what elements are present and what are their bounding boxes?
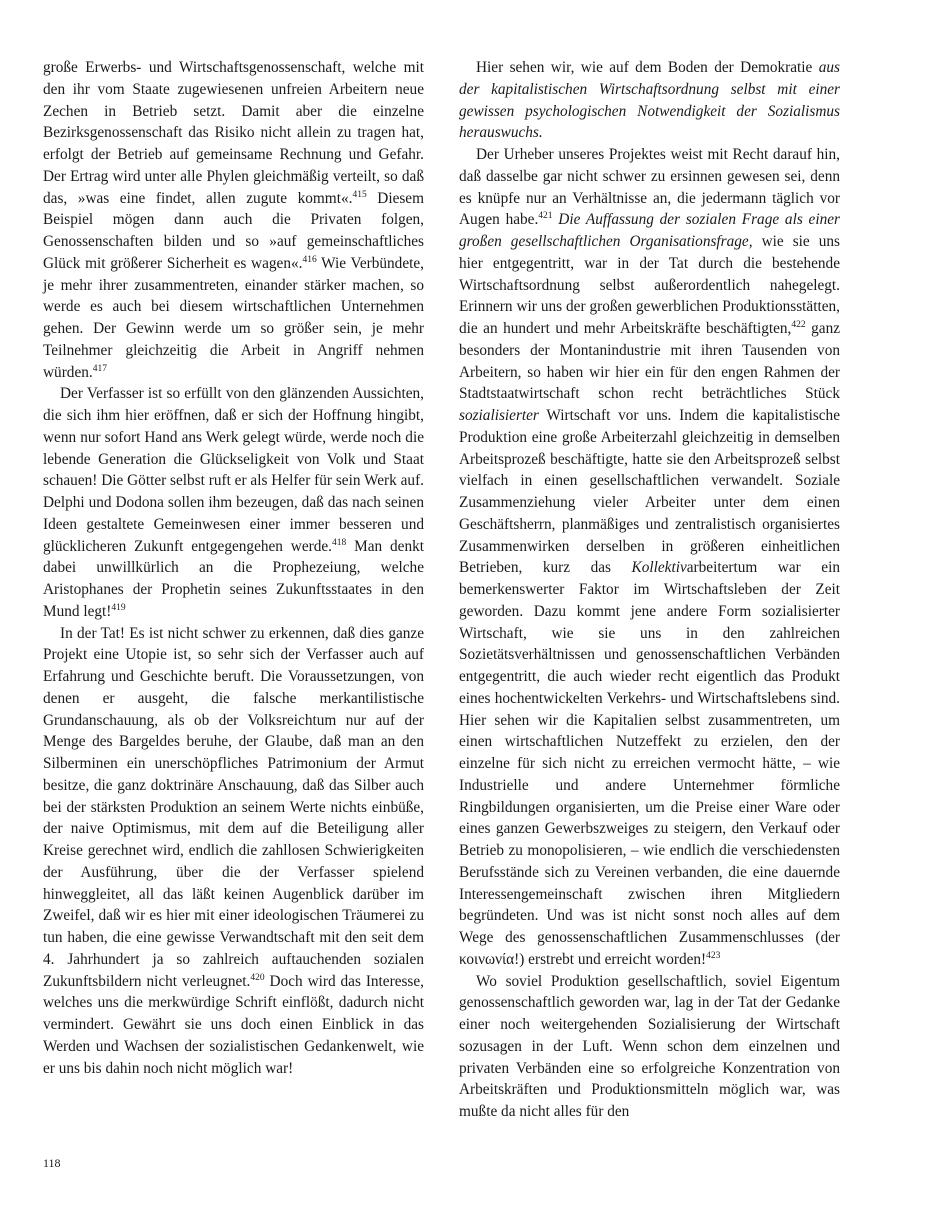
text-run: Wie Verbündete, je mehr ihrer zusammentreten, einander stärker machen, so werde es auch bei diesem wirtschaftlichen Unternehmen gehen. Der Gewinn werde um so größer sein, je mehr Teilnehmer gleichzeitig die Arbeit in Angriff nehmen würden. [43,254,424,381]
emphasized-text: aus der kapitalistischen Wirtschaftsordnung selbst mit einer gewissen psychologischen Notwendigkeit der Sozialismus herauswuchs. [459,59,840,142]
text-run: Doch wird das Interesse, welches uns die merkwürdige Schrift einflößt, dadurch nicht vermindert. Gewährt sie uns doch einen Einblick in das Werden und Wachsen der sozialistischen Gedankenwelt, wie er uns bis dahin noch nicht möglich war! [43,972,424,1077]
paragraph [43,57,424,383]
text-run: Diesem Beispiel mögen dann auch die Privaten folgen, Genossenschaften bilden und so »auf gemeinschaftliches Glück mit größerer Sicherheit es wagen«. [43,189,424,272]
right-text-column [459,57,840,1123]
footnote-reference: 422 [791,320,806,330]
left-text-column [43,57,424,1079]
text-run: wie sie uns hier entgegentritt, war in der Tat durch die bestehende Wirtschaftsordnung selbst außerordentlich nahegelegt. Erinnern wir uns der großen gewerblichen Produktionsstätten, die an hundert und mehr Arbeitskräfte beschäftigten, [459,233,840,337]
paragraph [43,383,424,622]
text-run: In der Tat! Es ist nicht schwer zu erkennen, daß dies ganze Projekt eine Utopie ist, so sehr sich der Verfasser auch auf Erfahrung und Geschichte beruft. Die Voraussetzungen, von denen er ausgeht, die falsche merkantilistische Grundanschauung, als ob der Volksreichtum nur auf der Menge des Bargeldes beruhe, der Glaube, daß man an den Silberminen ein unerschöpfliches Patrimonium der Armut besitze, die ganz doktrinäre Anschauung, daß das Silber auch bei der stärksten Produktion an seinem Werte nichts einbüße, der naive Optimismus, mit dem auf die Beteiligung aller Kreise gerechnet wird, endlich die zahllosen Schwierigkeiten der Ausführung, über die der Verfasser spielend hinweggleitet, all das läßt keinen Augenblick darüber im Zweifel, daß wir es hier mit einer ideologischen Träumerei zu tun haben, die eine gewisse Verwandtschaft mit den seit dem 4. Jahrhundert ja so zahlreich auftauchenden sozialen Zukunftsbildern nicht verleugnet. [43,624,424,990]
footnote-reference: 419 [111,602,126,613]
text-run: Der Verfasser ist so erfüllt von den glänzenden Aussichten, die sich ihm hier eröffnen, daß er sich der Hoffnung hingibt, wenn nur sofort Hand ans Werk gelegt würde, werde noch die lebende Generation die Glückseligkeit von Volk und Staat schauen! Die Götter selbst ruft er als Helfer für sein Werk auf. Delphi und Dodona sollen ihm bezeugen, daß das nach seinen Ideen gestaltete Gemeinwesen einer immer besseren und glücklicheren Zukunft entgegengehen werde. [43,385,424,555]
paragraph [459,144,840,971]
footnote-reference: 417 [92,363,107,374]
text-run: ganz besonders der Montanindustrie mit ihren Tausenden von Arbeitern, so haben wir hier ein für den engen Rahmen der Stadtstaatwirtschaft schon recht beträchtliches Stück [459,320,841,403]
paragraph [459,57,840,144]
emphasized-text: Die Auffassung der sozialen Frage als einer großen gesellschaftlichen Organisationsfrage, [459,211,840,250]
footnote-reference: 415 [352,189,367,200]
paragraph [459,971,840,1123]
footnote-reference: 421 [538,211,553,222]
text-run: Man denkt dabei unwillkürlich an die Prophezeiung, welche Aristophanes der Prophetin seines Zukunftsstaates in den Mund legt! [43,537,424,620]
footnote-reference: 416 [302,254,317,265]
footnote-reference: 423 [706,950,721,961]
emphasized-text: Kollektiv [631,559,687,577]
emphasized-text: sozialisierter [459,407,539,424]
text-run: Wirtschaft vor uns. Indem die kapitalistische Produktion eine große Arbeiterzahl gleichzeitig in demselben Arbeitsprozeß beschäftigte, hatte sie den Arbeitsprozeß selbst vielfach in einen gesellschaftlichen verwandelt. Soziale Zusammenziehung vieler Arbeiter unter dem einen Geschäftsherrn, planmäßiges und zentralistisch organisiertes Zusammenwirken derselben in größeren einheitlichen Betrieben, kurz das [459,407,840,577]
text-run: Der Urheber unseres Projektes weist mit Recht darauf hin, daß dasselbe gar nicht schwer zu ersinnen gewesen sei, denn es knüpfe nur an Verhältnisse an, die jedermann täglich vor Augen habe. [459,146,840,229]
text-run: Wo soviel Produktion gesellschaftlich, soviel Eigentum genossenschaftlich geworden war, lag in der Tat der Gedanke einer noch weitergehenden Sozialisierung der Wirtschaft sozusagen in der Luft. Wenn schon dem einzelnen und privaten Verbänden eine so erfolgreiche Konzentration von Arbeitskräften und Produktionsmitteln möglich war, was mußte da nicht alles für den [459,972,840,1120]
text-run: große Erwerbs- und Wirtschaftsgenossenschaft, welche mit den ihr vom Staate zugewiesenen unfreien Arbeitern neue Zechen in Betrieb setzt. Damit aber die einzelne Bezirksgenossenschaft das Risiko nicht allein zu tragen hat, erfolgt der Betrieb auf gemeinsame Rechnung und Gefahr. Der Ertrag wird unter alle Phylen gleichmäßig verteilt, so daß das, »was eine findet, allen zugute kommt«. [43,59,424,207]
page-number: 118 [43,1156,61,1170]
text-run: arbeitertum war ein bemerkenswerter Faktor im Wirtschaftsleben der Zeit geworden. Dazu kommt jene andere Form sozialisierter Wirtschaft, wie sie uns in den zahlreichen Sozietätsverhältnissen und genossenschaftlichen Verbänden entgegentritt, die auch wieder recht eigentlich das Produkt eines hochentwickelten Verkehrs- und Wirtschaftslebens sind. Hier sehen wir die Kapitalien selbst zusammentreten, um einen wirtschaftlichen Nutzeffekt zu erzielen, den der einzelne für sich nicht zu erreichen vermocht hätte, – wie Industrielle und andere Unternehmer förmliche Ringbildungen organisierten, um die Preise einer Ware oder eines ganzen Gewerbszweiges zu steigern, den Verkauf oder Betrieb zu monopolisieren, – wie endlich die verschiedensten Berufsstände sich zu Vereinen verbanden, die eine dauernde Interessengemeinschaft zwischen ihren Mitgliedern begründeten. Und was ist nicht sonst noch alles auf dem Wege des genossenschaftlichen Zusammenschlusses (der κοινωνία!) erstrebt und erreicht worden! [459,559,840,968]
text-run: Hier sehen wir, wie auf dem Boden der Demokratie [476,59,819,76]
paragraph [43,623,424,1080]
footnote-reference: 420 [250,972,265,983]
footnote-reference: 418 [332,537,347,548]
